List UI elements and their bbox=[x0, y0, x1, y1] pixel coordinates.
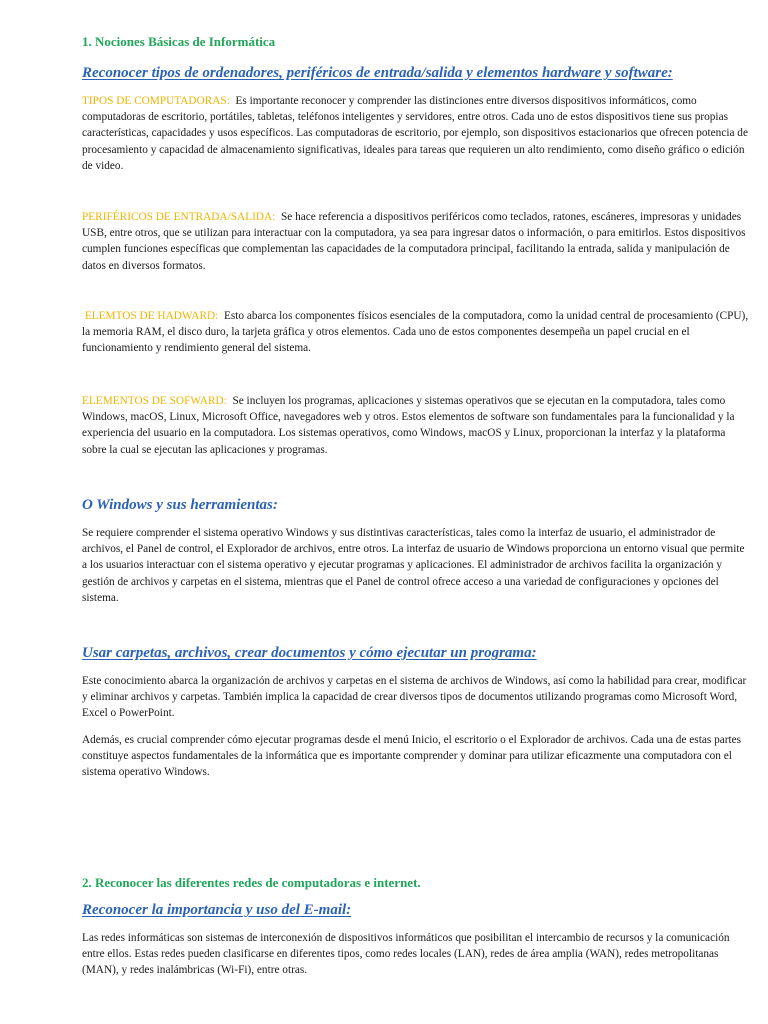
paragraph-text: Se hace referencia a dispositivos periféricos como teclados, ratones, escáneres, impresoras y unidades USB, entre otros, que se utilizan para interactuar con la computadora, ya sea para ingresar datos o información, o para emitirlos. Estos dispositivos cumplen funciones específicas que complementan las capacidades de la computadora principal, facilitando la entrada, salida y manipulación de datos en diversos formatos. bbox=[82, 211, 746, 272]
paragraph-text: Esto abarca los componentes físicos esenciales de la computadora, como la unidad central de procesamiento (CPU), la memoria RAM, el disco duro, la tarjeta gráfica y otros elementos. Cada uno de estos componentes desempeña un papel crucial en el funcionamiento y rendimiento general del sistema. bbox=[82, 310, 749, 355]
paragraph-text: Es importante reconocer y comprender las distinciones entre diversos dispositivos informáticos, como computadoras de escritorio, portátiles, tabletas, teléfonos inteligentes y servidores, entre otros. Cada uno de estos dispositivos tiene sus propias características, capacidades y usos específicos. Las computadoras de escritorio, por ejemplo, son dispositivos estacionarios que ofrecen potencia de procesamiento y capacidad de almacenamiento significativas, ideales para tareas que requieren un alto rendimiento, como diseño gráfico o edición de video. bbox=[82, 95, 748, 172]
lead-label: ELEMTOS DE HADWARD: bbox=[84, 310, 219, 322]
paragraph-redes: Las redes informáticas son sistemas de interconexión de dispositivos informáticos que posibilitan el intercambio de recursos y la comunicación entre ellos. Estas redes pueden clasificarse en diferentes tipos, como redes locales (LAN), redes de área amplia (WAN), redes metropolitanas (MAN), y redes inalámbricas (Wi-Fi), entre otras. bbox=[82, 932, 730, 977]
paragraph-hardware bbox=[82, 308, 750, 357]
paragraph-ejecutar-programas: Además, es crucial comprender cómo ejecutar programas desde el menú Inicio, el escritorio o el Explorador de archivos. Cada una de estas partes constituye aspectos fundamentales de la informática que es importante comprender y dominar para utilizar eficazmente una computadora con el sistema operativo Windows. bbox=[82, 734, 742, 779]
subheading-windows: O Windows y sus herramientas: bbox=[82, 497, 278, 513]
paragraph-windows: Se requiere comprender el sistema operativo Windows y sus distintivas características, tales como la interfaz de usuario, el administrador de archivos, el Panel de control, el Explorador de archivos, entre otros. La interfaz de usuario de Windows proporciona un entorno visual que permite a los usuarios interactuar con el sistema operativo y ejecutar programas y aplicaciones. El administrador de archivos facilita la organización y gestión de archivos y carpetas en el sistema, mientras que el Panel de control ofrece acceso a una variedad de configuraciones y opciones del sistema. bbox=[82, 527, 745, 604]
paragraph-tipos-computadoras bbox=[82, 93, 750, 174]
lead-label: TIPOS DE COMPUTADORAS: bbox=[82, 95, 230, 107]
subheading-carpetas-archivos: Usar carpetas, archivos, crear documentos y cómo ejecutar un programa: bbox=[82, 645, 537, 661]
paragraph-software bbox=[82, 393, 750, 458]
section-2-title: 2. Reconocer las diferentes redes de computadoras e internet. bbox=[82, 875, 421, 890]
paragraph-carpetas: Este conocimiento abarca la organización de archivos y carpetas en el sistema de archivos de Windows, así como la habilidad para crear, modificar y eliminar archivos y carpetas. También implica la capacidad de crear diversos tipos de documentos utilizando programas como Microsoft Word, Excel o PowerPoint. bbox=[82, 675, 747, 720]
lead-label: ELEMENTOS DE SOFWARD: bbox=[82, 395, 227, 407]
subheading-email: Reconocer la importancia y uso del E-mail: bbox=[82, 902, 352, 918]
section-1-title: 1. Nociones Básicas de Informática bbox=[82, 34, 276, 49]
lead-label: PERIFÉRICOS DE ENTRADA/SALIDA: bbox=[82, 211, 276, 223]
paragraph-perifericos bbox=[82, 209, 750, 274]
paragraph-text: Se incluyen los programas, aplicaciones y sistemas operativos que se ejecutan en la computadora, tales como Windows, macOS, Linux, Microsoft Office, navegadores web y otros. Estos elementos de software son fundamentales para la funcionalidad y la experiencia del usuario en la computadora. Los sistemas operativos, como Windows, macOS y Linux, proporcionan la interfaz y la plataforma sobre la cual se ejecutan las aplicaciones y programas. bbox=[82, 395, 735, 456]
subheading-hardware-software: Reconocer tipos de ordenadores, periféricos de entrada/salida y elementos hardware y software: bbox=[82, 65, 673, 81]
